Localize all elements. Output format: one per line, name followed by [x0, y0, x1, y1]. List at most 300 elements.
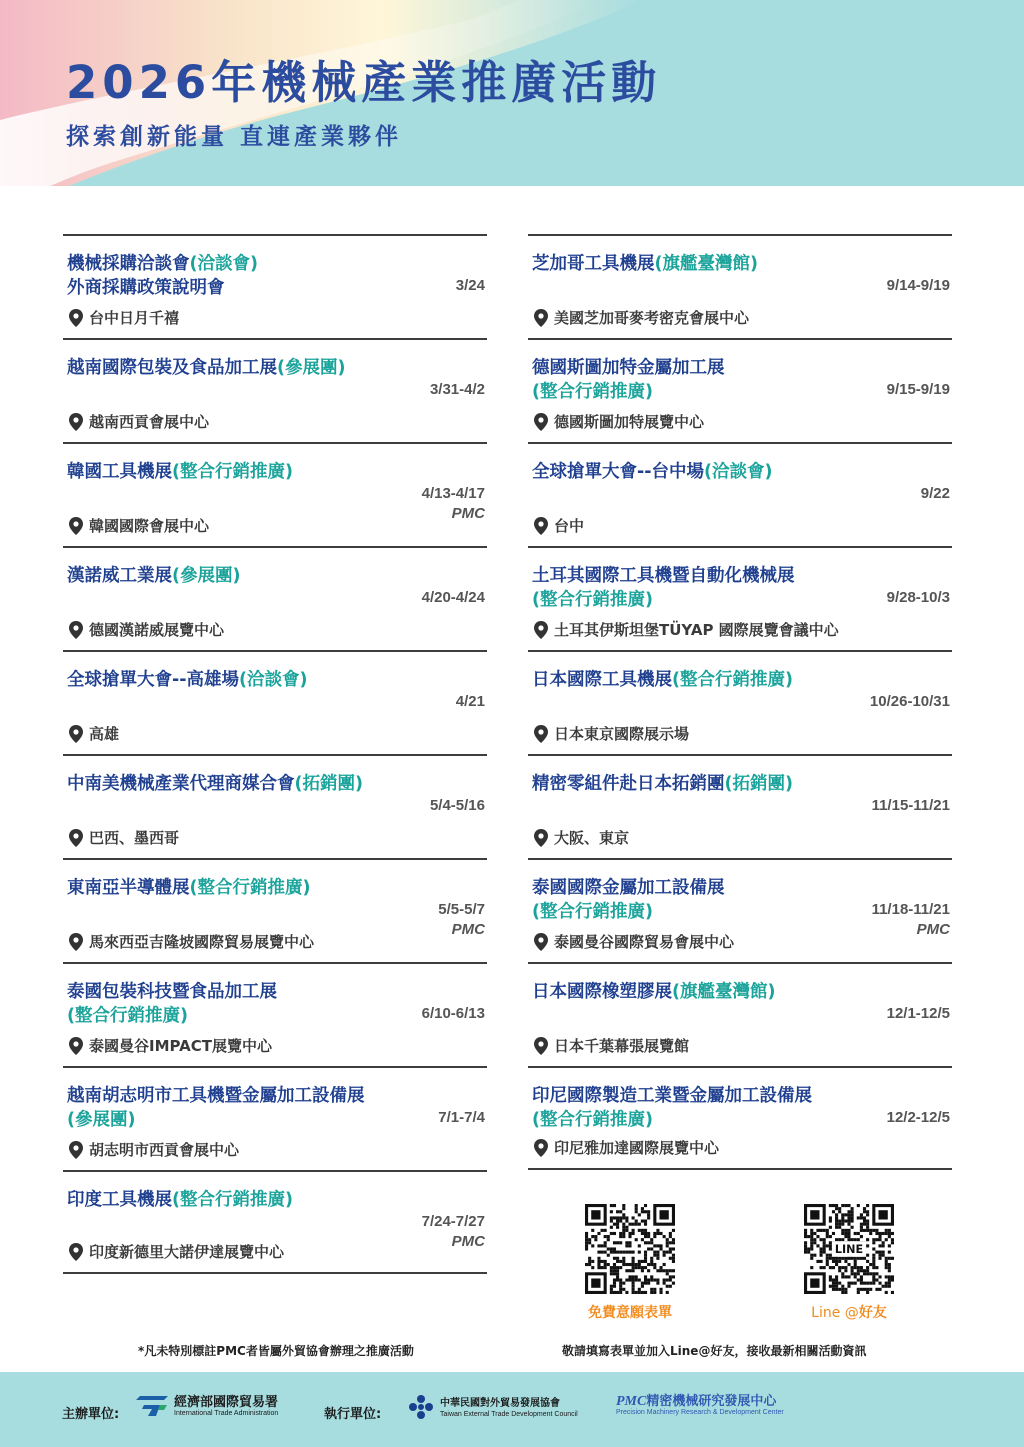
qr-module [888, 1251, 891, 1254]
qr-module [591, 1266, 594, 1269]
qr-module [622, 1213, 625, 1216]
event-name-line2: 外商採購政策說明會 [67, 278, 225, 298]
qr-module [641, 1269, 644, 1272]
qr-module [616, 1226, 619, 1229]
qr-module [659, 1269, 662, 1272]
event-item [528, 962, 952, 1066]
qr-module [619, 1251, 622, 1254]
qr-module [625, 1229, 628, 1232]
qr-module [872, 1266, 875, 1269]
qr-module [857, 1232, 860, 1235]
qr-module [813, 1241, 816, 1244]
qr-module [641, 1229, 644, 1232]
qr-module [613, 1282, 616, 1285]
form-qr-code[interactable] [585, 1204, 675, 1294]
qr-module [829, 1257, 832, 1260]
qr-module [860, 1278, 863, 1281]
event-item [528, 650, 952, 754]
qr-module [878, 1238, 881, 1241]
qr-module [829, 1254, 832, 1257]
event-name: 芝加哥工具機展 [532, 254, 655, 274]
qr-module [616, 1216, 619, 1219]
location-pin-icon [69, 933, 83, 951]
qr-module [644, 1257, 647, 1260]
qr-module [625, 1251, 628, 1254]
qr-module [844, 1260, 847, 1263]
qr-module [656, 1244, 659, 1247]
qr-module [844, 1266, 847, 1269]
qr-module [613, 1269, 616, 1272]
qr-module [832, 1232, 835, 1235]
qr-module [863, 1210, 866, 1213]
qr-module [653, 1232, 656, 1235]
qr-module [835, 1213, 838, 1216]
ita-name-en: International Trade Administration [174, 1410, 279, 1417]
qr-module [613, 1263, 616, 1266]
qr-module [844, 1229, 847, 1232]
qr-module [810, 1244, 813, 1247]
qr-module [585, 1241, 588, 1244]
qr-module [650, 1278, 653, 1281]
event-date-text: 9/15-9/19 [886, 381, 950, 398]
qr-module [838, 1266, 841, 1269]
qr-module [669, 1232, 672, 1235]
qr-module [816, 1235, 819, 1238]
event-tag: (洽談會) [704, 462, 773, 482]
qr-module [875, 1272, 878, 1275]
event-title [532, 772, 862, 796]
event-location [534, 827, 629, 848]
event-item [528, 234, 952, 338]
line-qr-code[interactable] [804, 1204, 894, 1294]
event-location-text: 印度新德里大諾伊達展覽中心 [89, 1243, 285, 1261]
event-tag: (整合行銷推廣) [172, 462, 293, 482]
qr-module [826, 1260, 829, 1263]
qr-module [659, 1232, 662, 1235]
qr-module [650, 1241, 653, 1244]
header-banner [0, 0, 1024, 186]
qr-module [638, 1251, 641, 1254]
event-title [67, 980, 397, 1028]
qr-module [644, 1204, 647, 1207]
event-date [456, 276, 485, 296]
qr-module [835, 1238, 838, 1241]
qr-module [860, 1266, 863, 1269]
qr-module [622, 1282, 625, 1285]
event-item [63, 962, 487, 1066]
qr-module [851, 1257, 854, 1260]
event-item [63, 234, 487, 338]
qr-module [860, 1288, 863, 1291]
event-date [887, 588, 950, 608]
event-tag-line2: (參展團) [67, 1110, 136, 1130]
qr-module [838, 1288, 841, 1291]
qr-module [829, 1235, 832, 1238]
qr-module [829, 1247, 832, 1250]
qr-module [872, 1257, 875, 1260]
event-item [528, 442, 952, 546]
qr-module [847, 1275, 850, 1278]
qr-module [644, 1210, 647, 1213]
qr-module [625, 1241, 628, 1244]
qr-module [625, 1291, 628, 1294]
qr-module [666, 1244, 669, 1247]
qr-module [847, 1223, 850, 1226]
qr-module [647, 1263, 650, 1266]
event-item [63, 546, 487, 650]
qr-module [597, 1244, 600, 1247]
event-title [67, 1084, 397, 1132]
qr-module [866, 1266, 869, 1269]
qr-module [663, 1278, 666, 1281]
qr-module [807, 1251, 810, 1254]
pmc-label: PMC [916, 921, 950, 938]
qr-module [616, 1251, 619, 1254]
qr-module [829, 1216, 832, 1219]
qr-module [653, 1278, 656, 1281]
event-item [528, 1066, 952, 1170]
qr-module [632, 1275, 635, 1278]
event-item [63, 754, 487, 858]
qr-module [878, 1235, 881, 1238]
qr-module [613, 1285, 616, 1288]
qr-module [610, 1232, 613, 1235]
qr-module [841, 1229, 844, 1232]
qr-module [672, 1254, 675, 1257]
qr-module [628, 1275, 631, 1278]
qr-module [804, 1241, 807, 1244]
qr-module [613, 1241, 616, 1244]
qr-module [653, 1263, 656, 1266]
event-date [872, 796, 950, 816]
event-date-text: 7/24-7/27 [421, 1213, 485, 1230]
qr-module [844, 1275, 847, 1278]
qr-module [607, 1238, 610, 1241]
event-date [887, 1004, 950, 1024]
qr-module [650, 1263, 653, 1266]
qr-module [816, 1244, 819, 1247]
qr-module [820, 1260, 823, 1263]
qr-module [610, 1226, 613, 1229]
qr-module [641, 1285, 644, 1288]
qr-module [601, 1244, 604, 1247]
qr-module [607, 1247, 610, 1250]
qr-module [669, 1257, 672, 1260]
qr-module [835, 1207, 838, 1210]
event-tag: (整合行銷推廣) [672, 670, 793, 690]
qr-module [882, 1232, 885, 1235]
qr-module [616, 1223, 619, 1226]
qr-module [635, 1223, 638, 1226]
event-location [69, 931, 314, 952]
qr-module [872, 1229, 875, 1232]
qr-module [841, 1285, 844, 1288]
event-tag: (參展團) [277, 358, 346, 378]
qr-module [619, 1235, 622, 1238]
qr-module [863, 1229, 866, 1232]
qr-module [866, 1226, 869, 1229]
qr-module [625, 1216, 628, 1219]
form-qr-caption: 免費意願表單 [588, 1305, 672, 1321]
qr-module [644, 1254, 647, 1257]
qr-module [882, 1254, 885, 1257]
qr-module [632, 1285, 635, 1288]
qr-module [625, 1226, 628, 1229]
qr-module [860, 1257, 863, 1260]
qr-module [885, 1238, 888, 1241]
event-location [534, 931, 734, 952]
qr-module [628, 1235, 631, 1238]
qr-module [835, 1285, 838, 1288]
event-location-text: 馬來西亞吉隆坡國際貿易展覽中心 [89, 933, 315, 951]
qr-module [823, 1238, 826, 1241]
qr-module [857, 1288, 860, 1291]
qr-module [632, 1223, 635, 1226]
event-name: 德國斯圖加特金屬加工展 [532, 358, 725, 378]
qr-module [622, 1235, 625, 1238]
qr-module [632, 1257, 635, 1260]
event-date [422, 588, 485, 608]
location-pin-icon [534, 413, 548, 431]
qr-module [669, 1269, 672, 1272]
qr-module [632, 1269, 635, 1272]
qr-module [851, 1238, 854, 1241]
event-item [528, 858, 952, 962]
qr-module [807, 1235, 810, 1238]
qr-module [872, 1282, 875, 1285]
event-location-text: 德國斯圖加特展覽中心 [554, 413, 705, 431]
location-pin-icon [69, 725, 83, 743]
event-name: 日本國際橡塑膠展 [532, 982, 672, 1002]
qr-module [656, 1229, 659, 1232]
qr-module [663, 1251, 666, 1254]
qr-module [641, 1220, 644, 1223]
qr-module [810, 1229, 813, 1232]
qr-module [604, 1260, 607, 1263]
qr-module [619, 1278, 622, 1281]
qr-module [622, 1226, 625, 1229]
qr-module [638, 1288, 641, 1291]
event-location [534, 411, 704, 432]
qr-finder [878, 1210, 887, 1219]
pmc-name: 精密機械研究發展中心 [646, 1394, 777, 1409]
qr-module [826, 1232, 829, 1235]
qr-module [847, 1263, 850, 1266]
qr-module [644, 1235, 647, 1238]
qr-module [810, 1235, 813, 1238]
event-date-text: 11/15-11/21 [871, 797, 950, 814]
qr-module [851, 1266, 854, 1269]
qr-module [872, 1260, 875, 1263]
event-date [887, 276, 950, 296]
qr-module [613, 1216, 616, 1219]
qr-module [891, 1278, 894, 1281]
qr-module [647, 1213, 650, 1216]
qr-module [847, 1210, 850, 1213]
event-date-text: 11/18-11/21 [871, 901, 950, 918]
qr-module [835, 1275, 838, 1278]
taitra-name-en: Taiwan External Trade Development Council [440, 1411, 578, 1418]
qr-module [841, 1288, 844, 1291]
event-date-text: 10/26-10/31 [869, 693, 950, 710]
event-location-text: 泰國曼谷國際貿易會展中心 [554, 933, 735, 951]
qr-module [885, 1232, 888, 1235]
event-tag: (旗艦臺灣館) [654, 254, 758, 274]
qr-module [841, 1220, 844, 1223]
qr-module [888, 1275, 891, 1278]
event-title [532, 876, 862, 924]
event-date [422, 484, 485, 524]
qr-module [628, 1278, 631, 1281]
qr-module [888, 1244, 891, 1247]
qr-module [832, 1278, 835, 1281]
qr-module [647, 1247, 650, 1250]
qr-module [672, 1282, 675, 1285]
qr-module [601, 1266, 604, 1269]
qr-module [588, 1263, 591, 1266]
qr-module [838, 1282, 841, 1285]
qr-module [835, 1263, 838, 1266]
qr-module [844, 1288, 847, 1291]
qr-module [891, 1238, 894, 1241]
qr-module [663, 1235, 666, 1238]
location-pin-icon [69, 1243, 83, 1261]
qr-module [847, 1257, 850, 1260]
qr-module [656, 1251, 659, 1254]
qr-module [656, 1278, 659, 1281]
event-item [63, 1066, 487, 1170]
event-location-text: 泰國曼谷IMPACT展覽中心 [89, 1037, 272, 1055]
qr-module [613, 1266, 616, 1269]
event-location-text: 越南西貢會展中心 [89, 413, 210, 431]
qr-module [601, 1251, 604, 1254]
qr-module [851, 1207, 854, 1210]
qr-module [885, 1263, 888, 1266]
qr-module [860, 1269, 863, 1272]
event-name: 越南國際包裝及食品加工展 [67, 358, 277, 378]
event-date-text: 3/24 [455, 277, 485, 294]
event-date-text: 7/1-7/4 [438, 1109, 485, 1126]
qr-module [869, 1282, 872, 1285]
qr-module [844, 1213, 847, 1216]
qr-module [835, 1278, 838, 1281]
qr-module [863, 1220, 866, 1223]
event-tag-line2: (整合行銷推廣) [67, 1006, 188, 1026]
footer-bar [0, 1372, 1024, 1447]
qr-module [666, 1251, 669, 1254]
qr-module [616, 1257, 619, 1260]
qr-module [823, 1251, 826, 1254]
qr-module [813, 1254, 816, 1257]
location-pin-icon [69, 829, 83, 847]
qr-module [847, 1238, 850, 1241]
qr-module [585, 1238, 588, 1241]
qr-module [878, 1251, 881, 1254]
location-pin-icon [69, 1141, 83, 1159]
ita-logo-icon [134, 1394, 170, 1418]
qr-finder [591, 1210, 600, 1219]
event-title [532, 668, 862, 692]
qr-module [597, 1263, 600, 1266]
event-name: 漢諾威工業展 [67, 566, 172, 586]
qr-module [866, 1213, 869, 1216]
qr-module [616, 1210, 619, 1213]
event-item [528, 546, 952, 650]
event-name: 東南亞半導體展 [67, 878, 190, 898]
qr-module [638, 1213, 641, 1216]
page-title: 2026年機械產業推廣活動 [66, 56, 662, 109]
qr-module [838, 1207, 841, 1210]
event-date [872, 900, 950, 940]
qr-module [647, 1241, 650, 1244]
qr-module [632, 1278, 635, 1281]
qr-module [872, 1238, 875, 1241]
qr-module [669, 1251, 672, 1254]
qr-module [888, 1232, 891, 1235]
qr-module [854, 1266, 857, 1269]
form-qr-block[interactable] [585, 1204, 677, 1322]
line-qr-block[interactable] [804, 1204, 896, 1322]
qr-module [829, 1285, 832, 1288]
qr-module [644, 1220, 647, 1223]
event-date-text: 5/5-5/7 [438, 901, 485, 918]
qr-module [601, 1229, 604, 1232]
event-tag: (參展團) [172, 566, 241, 586]
qr-module [820, 1251, 823, 1254]
qr-module [628, 1251, 631, 1254]
qr-module [863, 1207, 866, 1210]
qr-module [835, 1226, 838, 1229]
qr-module [650, 1288, 653, 1291]
qr-module [857, 1238, 860, 1241]
qr-module [647, 1278, 650, 1281]
qr-module [644, 1275, 647, 1278]
qr-module [847, 1204, 850, 1207]
qr-module [832, 1285, 835, 1288]
qr-module [832, 1266, 835, 1269]
qr-module [597, 1266, 600, 1269]
qr-module [875, 1251, 878, 1254]
qr-finder [659, 1210, 668, 1219]
qr-module [860, 1216, 863, 1219]
event-location [69, 515, 209, 536]
qr-module [616, 1291, 619, 1294]
event-item [528, 754, 952, 858]
qr-module [638, 1263, 641, 1266]
event-location-text: 日本千葉幕張展覽館 [554, 1037, 690, 1055]
qr-module [844, 1257, 847, 1260]
event-date-text: 5/4-5/16 [429, 797, 485, 814]
qr-module [813, 1232, 816, 1235]
pmc-label: PMC [451, 1233, 485, 1250]
qr-module [610, 1266, 613, 1269]
qr-module [854, 1260, 857, 1263]
qr-module [841, 1266, 844, 1269]
qr-module [638, 1229, 641, 1232]
event-name: 精密零組件赴日本拓銷團 [532, 774, 725, 794]
qr-module [635, 1204, 638, 1207]
qr-module [613, 1223, 616, 1226]
qr-module [860, 1226, 863, 1229]
qr-module [672, 1260, 675, 1263]
qr-module [619, 1291, 622, 1294]
location-pin-icon [534, 621, 548, 639]
qr-module [813, 1238, 816, 1241]
event-name: 泰國國際金屬加工設備展 [532, 878, 725, 898]
qr-module [585, 1235, 588, 1238]
qr-module [823, 1266, 826, 1269]
event-location [69, 723, 119, 744]
